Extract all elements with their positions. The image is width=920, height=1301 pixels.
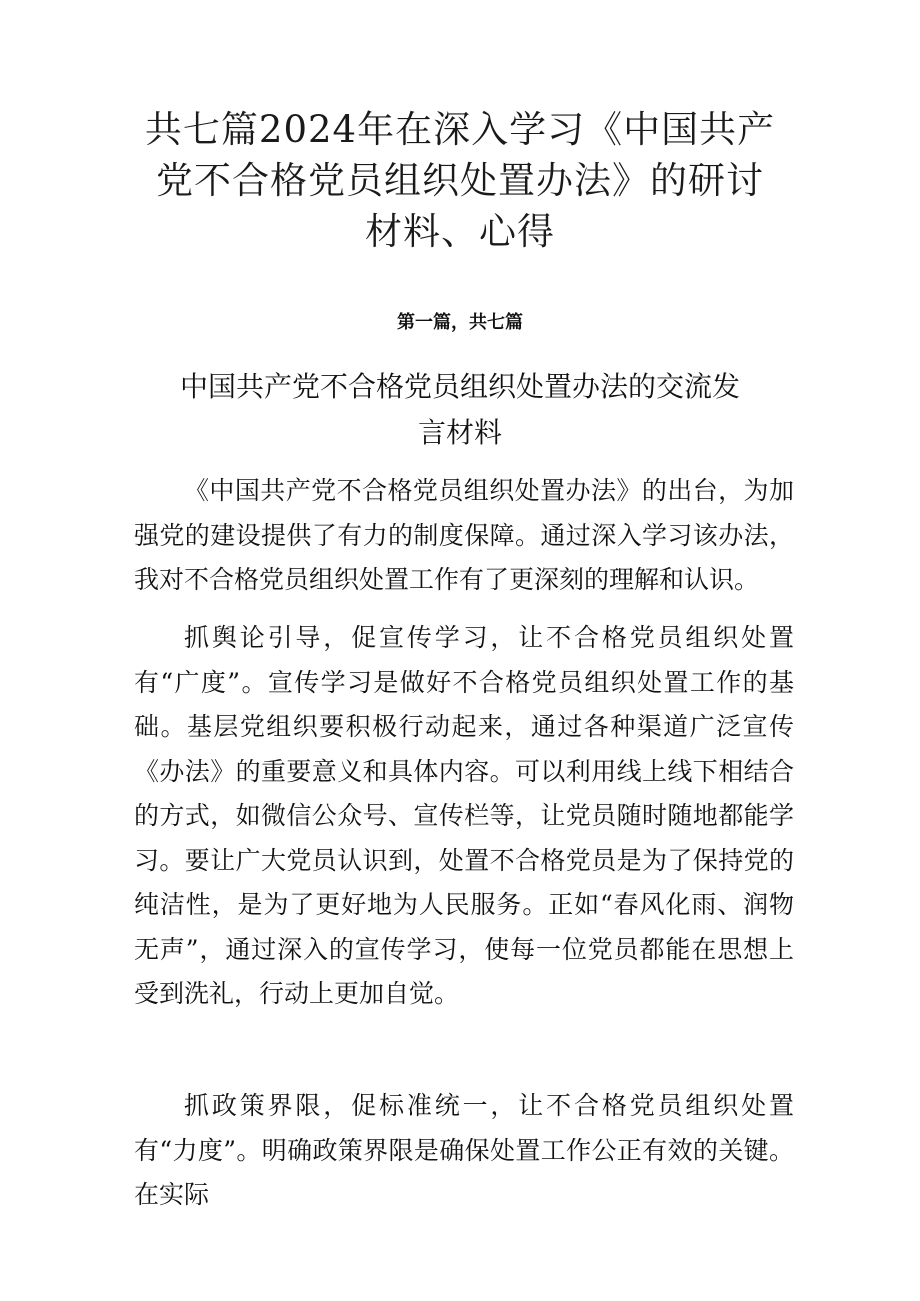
- article-title-line-2: 言材料: [417, 416, 502, 449]
- body-paragraph-1: 《中国共产党不合格党员组织处置办法》的出台，为加强党的建设提供了有力的制度保障。通过深入学习该办法，我对不合格党员组织处置工作有了更深刻的理解和认识。: [134, 476, 794, 594]
- body-paragraph-2: 抓舆论引导，促宣传学习，让不合格党员组织处置有“广度”。宣传学习是做好不合格党员组织处置工作的基础。基层党组织要积极行动起来，通过各种渠道广泛宣传《办法》的重要意义和具体内容。可以利用线上线下相结合的方式，如微信公众号、宣传栏等，让党员随时随地都能学习。要让广大党员认识到，处置不合格党员是为了保持党的纯洁性，是为了更好地为人民服务。正如“春风化雨、润物无声”，通过深入的宣传学习，使每一位党员都能在思想上受到洗礼，行动上更加自觉。: [134, 623, 794, 1008]
- body-paragraph-3: 抓政策界限，促标准统一，让不合格党员组织处置有“力度”。明确政策界限是确保处置工作公正有效的关键。在实际: [134, 1091, 794, 1209]
- article-title: [160, 364, 760, 456]
- section-label: 第一篇，共七篇: [397, 312, 523, 333]
- article-title-line-1: 中国共产党不合格党员组织处置办法的交流发: [179, 370, 740, 403]
- document-title: 共七篇2024年在深入学习《中国共产党不合格党员组织处置办法》的研讨材料、心得: [144, 108, 776, 253]
